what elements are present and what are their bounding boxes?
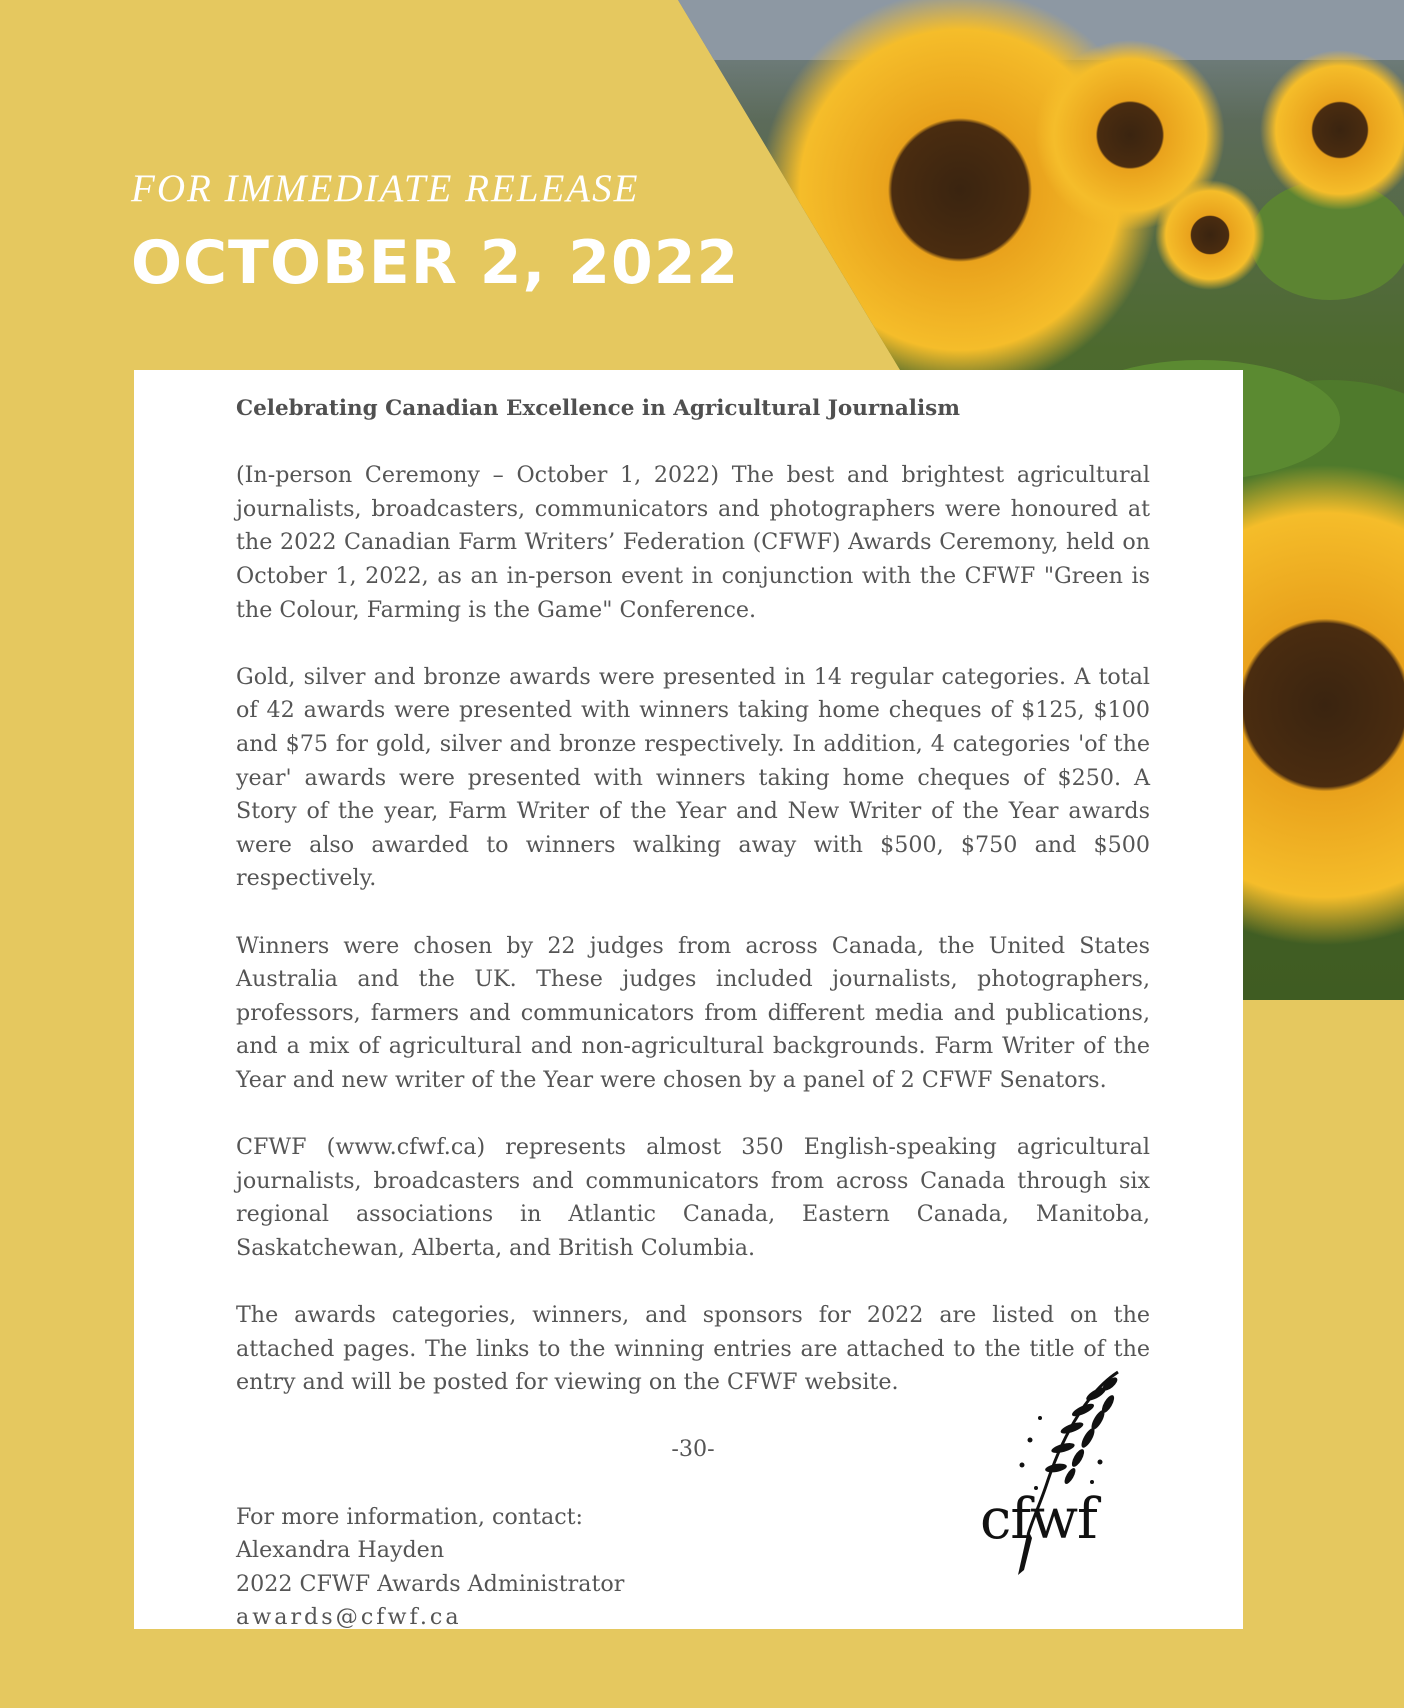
paragraph-categories: The awards categories, winners, and sponsors for 2022 are listed on the attached pages. The links to the winning entries are attached to the title of the entry and will be posted for viewing on the CFWF website.	[236, 1302, 1150, 1396]
contact-email-link[interactable]: awards@cfwf.ca	[236, 1604, 462, 1629]
cfwf-logo-text: cfwf	[980, 1487, 1097, 1552]
closing-mark: -30-	[671, 1436, 715, 1463]
article-heading: Celebrating Canadian Excellence in Agricultural Journalism	[236, 396, 960, 421]
paragraph-ceremony: (In-person Ceremony – October 1, 2022) The best and brightest agricultural journalists, broadcasters, communicators and photographers were honoured at the 2022 Canadian Farm Writers’ Federation (CFWF) Awards Ceremony, held on October 1, 2022, as an in-person event in conjunction with the CFWF "Green is the Colour, Farming is the Game" Conference.	[236, 462, 1150, 623]
cfwf-logo-wheat-icon	[970, 1370, 1150, 1590]
paragraph-awards: Gold, silver and bronze awards were presented in 14 regular categories. A total of 42 awards were presented with winners taking home cheques of $125, $100 and $75 for gold, silver and bronze respectively. In addition, 4 categories 'of the year' awards were presented with winners taking home cheques of $250. A Story of the year, Farm Writer of the Year and New Writer of the Year awards were also awarded to winners walking away with $500, $750 and $500 respectively.	[236, 663, 1150, 892]
contact-role: 2022 CFWF Awards Administrator	[236, 1570, 625, 1597]
contact-name: Alexandra Hayden	[236, 1537, 445, 1564]
release-date: OCTOBER 2, 2022	[131, 228, 740, 298]
release-label: FOR IMMEDIATE RELEASE	[131, 167, 640, 210]
paragraph-judges: Winners were chosen by 22 judges from across Canada, the United States Australia and the UK. These judges included journalists, photographers, professors, farmers and communicators from different media and publications, and a mix of agricultural and non-agricultural backgrounds. Farm Writer of the Year and new writer of the Year were chosen by a panel of 2 CFWF Senators.	[236, 932, 1150, 1093]
contact-intro: For more information, contact:	[236, 1503, 584, 1530]
paragraph-cfwf: CFWF (www.cfwf.ca) represents almost 350 English-speaking agricultural journalists, broadcasters and communicators from across Canada through six regional associations in Atlantic Canada, Eastern Canada, Manitoba, Saskatchewan, Alberta, and British Columbia.	[236, 1134, 1150, 1261]
